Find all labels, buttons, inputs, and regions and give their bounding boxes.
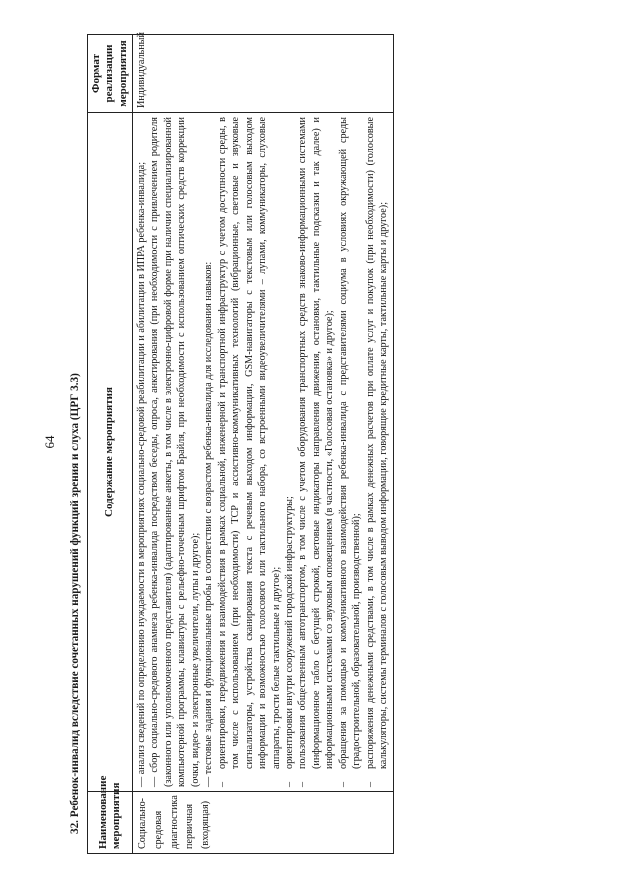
section-title: 32. Ребенок-инвалид вследствие сочетанных нарушений функций зрения и слуха (ЦРГ 3.3) [69,373,81,834]
table-header-row [88,35,133,854]
dash-marker: – [216,781,228,787]
list-item-text: распоряжения денежными средствами, в том числе в рамках денежных расчетов при оплате услуг и покупок (при необходимости) (голосовые калькуляторы, системы терминалов с голосовым выводом информации, говорящие кредитные карты, тактильные карты и другое); [364,117,390,769]
content-paragraph: — анализ сведений по определению нуждаемости в мероприятиях социально-средовой реабилитации и абилитации в ИПРА ребенка-инвалида; [136,161,147,787]
dash-marker: – [364,781,376,787]
header-format: Формат реализации мероприятия [88,35,133,113]
list-item-text: пользования общественным автотранспортом, в том числе с учетом оборудования транспортных средств знаково-информационными системами (информационное табло с бегущей строкой, световые индикаторы направления движения, остановки, тактильные подсказки и так далее) и информационными системами со звуковым оповещением (в частности, «Голосовая остановка» и другое); [297,117,336,769]
page-number: 64 [42,435,57,449]
list-item [337,117,364,787]
list-item-text: ориентировки внутри сооружений городской инфраструктуры; [283,496,295,769]
content-paragraph: — сбор социально-средового анамнеза ребенка-инвалида посредством беседы, опроса, анкетирования (при необходимости с привлечением родителя (законного или уполномоченного представителя) (адаптированные анкеты, в том числе в электронно-цифровой форме при наличии специализированной компьютерной программы, клавиатуры с рельефно-точечным шрифтом Брайля, при необходимости с использованием оптических средств коррекции (очки, видео- и электронные увеличители, лупы и другое); [149,117,201,787]
header-name: Наименование мероприятия [88,792,133,854]
list-item-text: ориентировки, передвижения и взаимодействия в рамках социальной, инженерной и транспортной инфраструктур с учетом доступности среды, в том числе с использованием (при необходимости) ТСР и ассистивно-коммуникативных технологий (вибрационные, световые и звуковые сигнализаторы, устройства сканирования текста с речевым выходом информации, GSM-навигаторы с текстовым или голосовым выходом информации и возможностью голосового или тактильного набора, со встроенными видеоувеличителями – лупами, коммуникаторы, слуховые аппараты, трости белые тактильные и другое); [216,117,282,769]
list-item [216,117,283,787]
header-content: Содержание мероприятия [88,113,133,792]
measure-content [133,113,394,792]
content-paragraph: — тестовые задания и функциональные пробы в соответствии с возрастом ребенка-инвалида для исследования навыков: [203,261,215,787]
dash-marker: – [283,781,295,787]
list-item [364,117,391,787]
dash-marker: – [337,781,349,787]
list-item [296,117,336,787]
list-item [283,117,296,787]
document-sheet [65,34,605,854]
dash-marker: – [297,781,309,787]
table-row [133,35,394,854]
list-item-text: обращения за помощью и коммуникативного взаимодействия ребенка-инвалида с представителями социума в условиях окружающей среды (градостроительной, образовательной, производственной); [337,117,363,769]
measure-format: Индивидуальный [133,35,394,113]
measures-table [87,34,394,854]
skills-list [216,117,391,787]
measure-name: Социально-средовая диагностика первичная (входящая) [133,792,394,854]
